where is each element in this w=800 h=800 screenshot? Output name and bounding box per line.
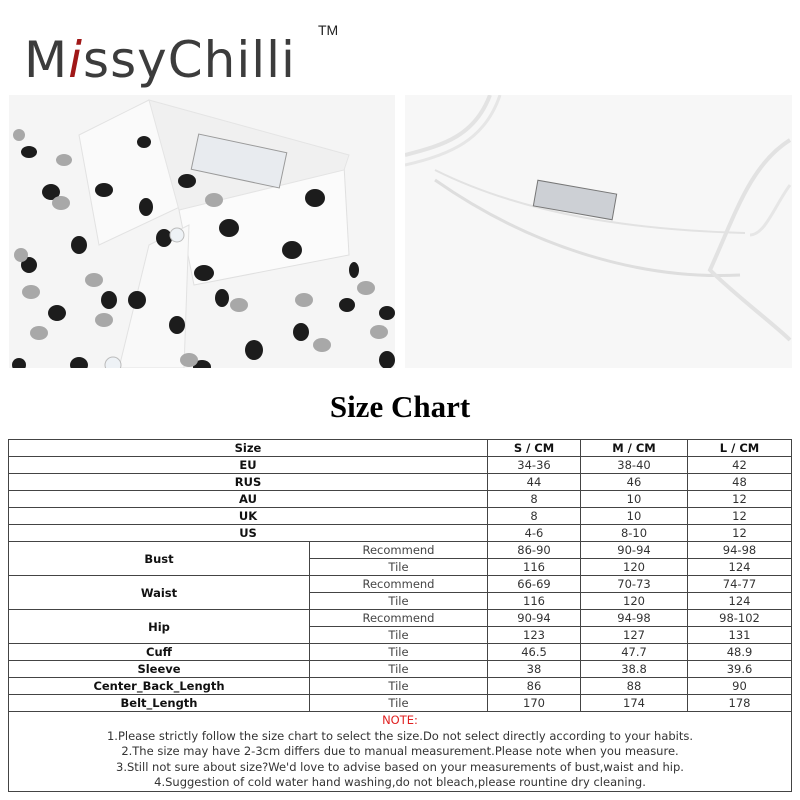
table-header-row <box>9 440 792 457</box>
cell-l: 94-98 <box>688 542 792 559</box>
note-item: 3.Still not sure about size?We'd love to advise based on your measurements of bust,waist and hip. <box>116 759 684 774</box>
cell-s: 86-90 <box>488 542 581 559</box>
table-row-belt-length <box>9 695 792 712</box>
row-label: AU <box>9 491 488 508</box>
logo-text-suffix: ssyChilli <box>83 31 296 89</box>
cell-s: 170 <box>488 695 581 712</box>
cell-s: 34-36 <box>488 457 581 474</box>
cell-l: 48.9 <box>688 644 792 661</box>
cell-m: 38.8 <box>581 661 688 678</box>
cell-l: 178 <box>688 695 792 712</box>
cell-l: 74-77 <box>688 576 792 593</box>
cell-m: 120 <box>581 559 688 576</box>
row-type: Tile <box>310 559 488 576</box>
cell-l: 124 <box>688 559 792 576</box>
cell-m: 174 <box>581 695 688 712</box>
cell-m: 70-73 <box>581 576 688 593</box>
notes-cell <box>9 712 792 792</box>
row-label: UK <box>9 508 488 525</box>
row-label: US <box>9 525 488 542</box>
note-item: 2.The size may have 2-3cm differs due to manual measurement.Please note when you measure. <box>121 744 679 758</box>
row-label: RUS <box>9 474 488 491</box>
cell-s: 86 <box>488 678 581 695</box>
table-row-us <box>9 525 792 542</box>
cell-s: 66-69 <box>488 576 581 593</box>
cell-s: 46.5 <box>488 644 581 661</box>
cell-s: 44 <box>488 474 581 491</box>
cell-l: 98-102 <box>688 610 792 627</box>
row-type: Recommend <box>310 542 488 559</box>
table-row-bust-recommend <box>9 542 792 559</box>
cell-m: 8-10 <box>581 525 688 542</box>
table-notes-row <box>9 712 792 792</box>
cell-s: 38 <box>488 661 581 678</box>
cell-m: 120 <box>581 593 688 610</box>
row-label: EU <box>9 457 488 474</box>
white-camisole-illustration <box>405 95 792 368</box>
cell-s: 90-94 <box>488 610 581 627</box>
cell-s: 8 <box>488 508 581 525</box>
size-chart-table <box>8 439 792 792</box>
logo-text-accent: i <box>68 31 84 89</box>
table-row-sleeve <box>9 661 792 678</box>
notes-title: NOTE: <box>382 713 418 727</box>
header-l: L / CM <box>688 440 792 457</box>
table-row-au <box>9 491 792 508</box>
cell-s: 123 <box>488 627 581 644</box>
cell-l: 124 <box>688 593 792 610</box>
table-row-eu <box>9 457 792 474</box>
cell-l: 131 <box>688 627 792 644</box>
cell-s: 8 <box>488 491 581 508</box>
row-type: Tile <box>310 627 488 644</box>
cell-s: 116 <box>488 593 581 610</box>
cell-m: 46 <box>581 474 688 491</box>
cell-m: 38-40 <box>581 457 688 474</box>
cell-s: 4-6 <box>488 525 581 542</box>
size-chart-title: Size Chart <box>329 389 471 424</box>
row-type: Tile <box>310 593 488 610</box>
cell-l: 12 <box>688 525 792 542</box>
note-item: 1.Please strictly follow the size chart to select the size.Do not select directly according to your habits. <box>106 728 694 743</box>
table-row-center-back-length <box>9 678 792 695</box>
cell-m: 88 <box>581 678 688 695</box>
table-row-cuff <box>9 644 792 661</box>
cell-m: 127 <box>581 627 688 644</box>
row-label-bust: Bust <box>9 542 310 576</box>
cell-l: 48 <box>688 474 792 491</box>
table-row-rus <box>9 474 792 491</box>
header-s: S / CM <box>488 440 581 457</box>
row-type: Tile <box>310 661 488 678</box>
row-type: Tile <box>310 695 488 712</box>
row-type: Tile <box>310 644 488 661</box>
cell-m: 94-98 <box>581 610 688 627</box>
row-label: Cuff <box>9 644 310 661</box>
row-type: Recommend <box>310 610 488 627</box>
logo-text-prefix: M <box>24 31 69 89</box>
row-label: Belt_Length <box>9 695 310 712</box>
cell-m: 10 <box>581 508 688 525</box>
header-size: Size <box>9 440 488 457</box>
row-label: Center_Back_Length <box>9 678 310 695</box>
cell-l: 90 <box>688 678 792 695</box>
cell-l: 12 <box>688 491 792 508</box>
row-type: Recommend <box>310 576 488 593</box>
polka-dot-shirt-illustration <box>9 95 395 368</box>
polka-dot-shirt-collar-photo <box>9 95 395 368</box>
header-m: M / CM <box>581 440 688 457</box>
white-camisole-neckline-photo <box>405 95 792 368</box>
row-type: Tile <box>310 678 488 695</box>
cell-l: 39.6 <box>688 661 792 678</box>
cell-m: 10 <box>581 491 688 508</box>
cell-l: 42 <box>688 457 792 474</box>
row-label: Sleeve <box>9 661 310 678</box>
row-label-waist: Waist <box>9 576 310 610</box>
trademark-symbol: TM <box>318 22 339 38</box>
table-row-uk <box>9 508 792 525</box>
note-item: 4.Suggestion of cold water hand washing,do not bleach,please rountine dry cleaning. <box>154 775 646 789</box>
cell-s: 116 <box>488 559 581 576</box>
table-row-hip-recommend <box>9 610 792 627</box>
cell-l: 12 <box>688 508 792 525</box>
row-label-hip: Hip <box>9 610 310 644</box>
table-row-waist-recommend <box>9 576 792 593</box>
brand-logo <box>24 30 296 90</box>
cell-m: 90-94 <box>581 542 688 559</box>
cell-m: 47.7 <box>581 644 688 661</box>
